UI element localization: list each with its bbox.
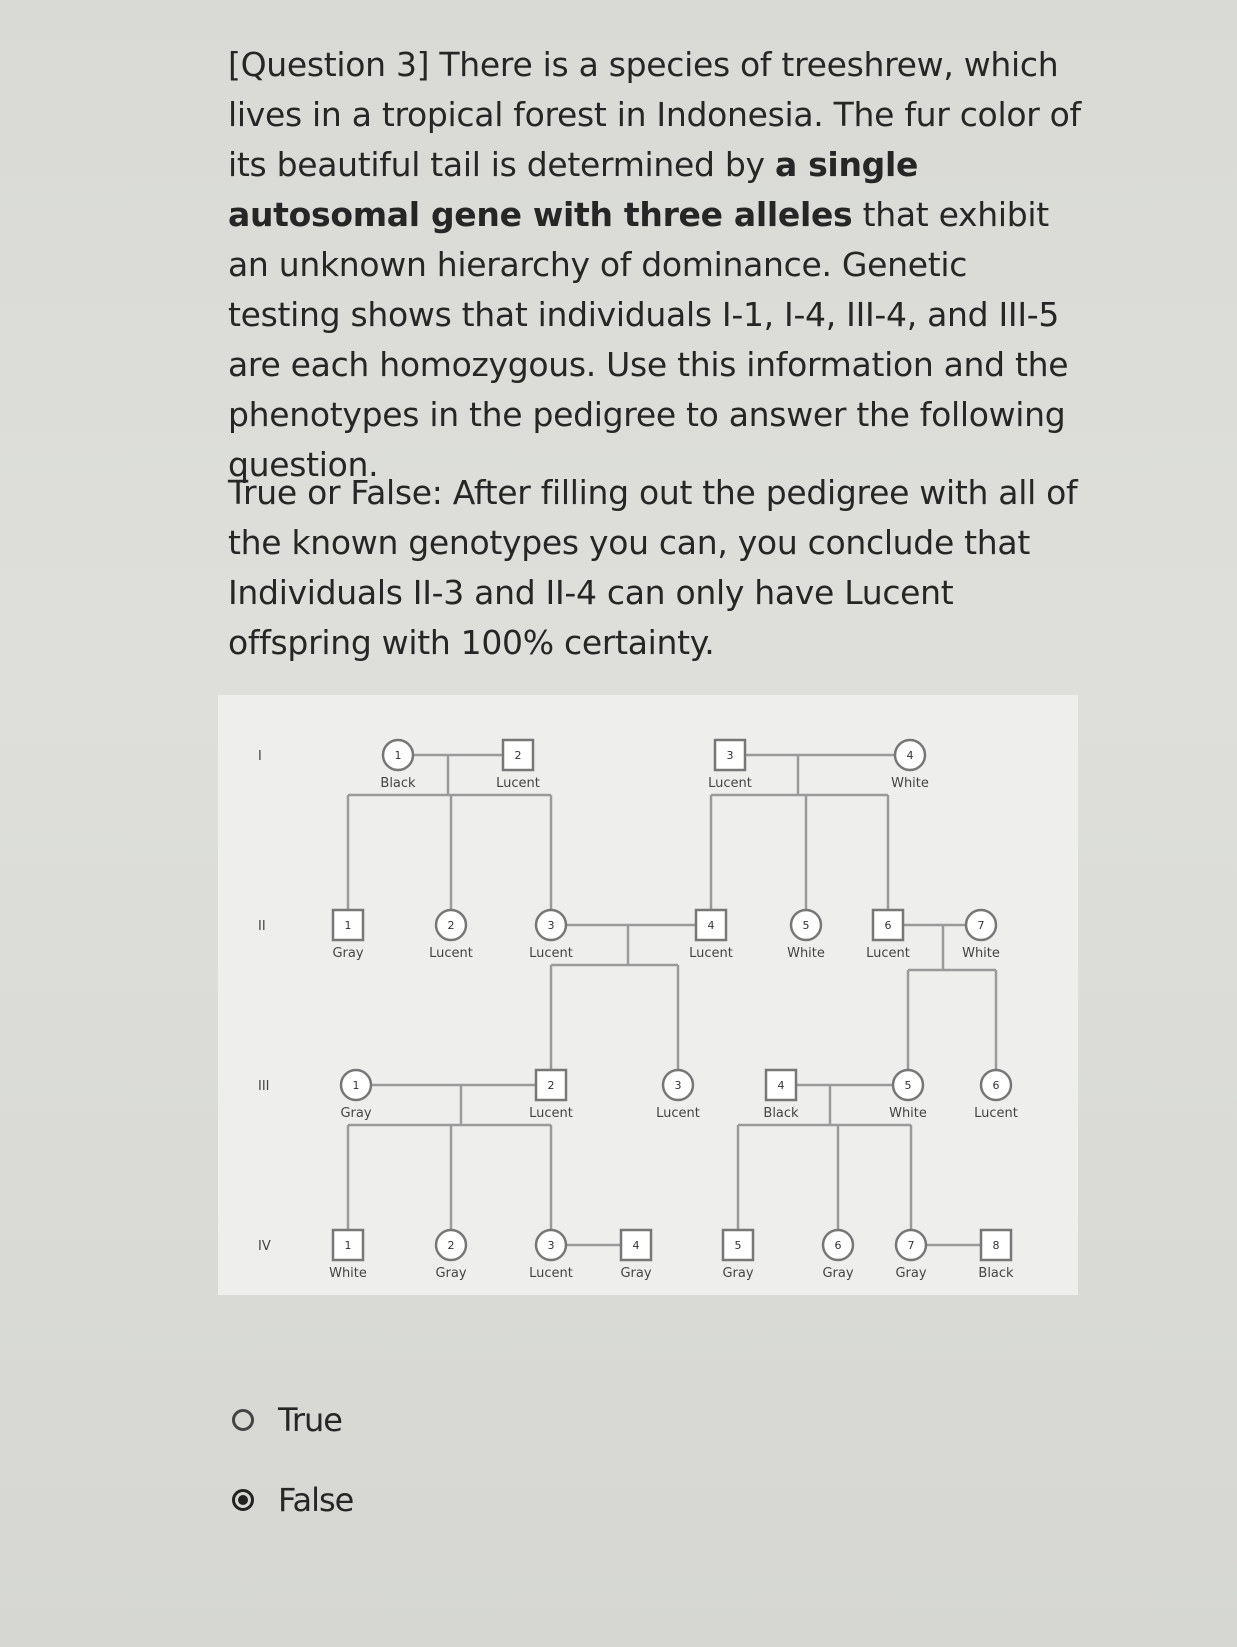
individual-number: 1	[352, 1079, 360, 1092]
phenotype-label: Lucent	[496, 776, 540, 791]
individual-number: 6	[992, 1079, 1000, 1092]
phenotype-label: Gray	[435, 1266, 467, 1281]
phenotype-label: White	[891, 776, 929, 791]
individual-number: 6	[884, 919, 892, 932]
phenotype-label: Lucent	[689, 946, 733, 961]
individual-number: 5	[802, 919, 810, 932]
generation-label-II: II	[258, 919, 266, 934]
individual-number: 1	[394, 749, 402, 762]
option-false-label: False	[278, 1481, 354, 1519]
phenotype-label: White	[787, 946, 825, 961]
individual-number: 5	[734, 1239, 742, 1252]
individual-number: 2	[547, 1079, 555, 1092]
individual-number: 4	[906, 749, 914, 762]
phenotype-label: Lucent	[974, 1106, 1018, 1121]
individual-number: 3	[674, 1079, 682, 1092]
individual-number: 2	[447, 1239, 455, 1252]
individual-number: 3	[726, 749, 734, 762]
phenotype-label: Lucent	[529, 1266, 573, 1281]
generation-label-III: III	[258, 1079, 270, 1094]
phenotype-label: Gray	[332, 946, 364, 961]
option-true-label: True	[278, 1401, 342, 1439]
bold-phrase: a single autosomal gene with three alleles	[228, 145, 919, 234]
option-false[interactable]	[232, 1470, 353, 1530]
individual-number: 4	[632, 1239, 640, 1252]
generation-label-IV: IV	[258, 1239, 271, 1254]
phenotype-label: Gray	[620, 1266, 652, 1281]
phenotype-label: Gray	[340, 1106, 372, 1121]
phenotype-label: Gray	[722, 1266, 754, 1281]
individual-number: 6	[834, 1239, 842, 1252]
phenotype-label: Lucent	[529, 946, 573, 961]
option-true[interactable]	[232, 1390, 353, 1450]
phenotype-label: Lucent	[656, 1106, 700, 1121]
phenotype-label: White	[329, 1266, 367, 1281]
phenotype-label: Lucent	[708, 776, 752, 791]
individual-number: 7	[907, 1239, 915, 1252]
phenotype-label: Black	[978, 1266, 1014, 1281]
phenotype-label: Gray	[895, 1266, 927, 1281]
phenotype-label: Black	[380, 776, 416, 791]
individual-number: 3	[547, 1239, 555, 1252]
pedigree-chart	[218, 695, 1078, 1295]
radio-true[interactable]	[232, 1409, 254, 1431]
phenotype-label: Lucent	[429, 946, 473, 961]
individual-number: 8	[992, 1239, 1000, 1252]
phenotype-label: White	[889, 1106, 927, 1121]
generation-label-I: I	[258, 749, 262, 764]
individual-number: 2	[514, 749, 522, 762]
radio-false[interactable]	[232, 1489, 254, 1511]
pedigree-svg	[218, 695, 1078, 1295]
individual-number: 2	[447, 919, 455, 932]
individual-number: 3	[547, 919, 555, 932]
true-false-prompt: True or False: After filling out the pedigree with all of the known genotypes you can, you conclude that Individuals II-3 and II-4 can only have Lucent offspring with 100% certainty.	[228, 473, 1078, 662]
question-text: [Question 3] There is a species of treeshrew, which lives in a tropical forest in Indonesia. The fur color of its beautiful tail is determined by a single autosomal gene with three alleles that exhibit an unknown hierarchy of dominance. Genetic testing shows that individuals I-1, I-4, III-4, and III-5 are each homozygous. Use this information and the phenotypes in the pedigree to answer the following question.	[228, 45, 1081, 484]
individual-number: 4	[777, 1079, 785, 1092]
phenotype-label: Gray	[822, 1266, 854, 1281]
phenotype-label: Black	[763, 1106, 799, 1121]
individual-number: 4	[707, 919, 715, 932]
individual-number: 5	[904, 1079, 912, 1092]
phenotype-label: Lucent	[529, 1106, 573, 1121]
individual-number: 7	[977, 919, 985, 932]
individual-number: 1	[344, 919, 352, 932]
individual-number: 1	[344, 1239, 352, 1252]
answer-options	[232, 1390, 353, 1550]
phenotype-label: Lucent	[866, 946, 910, 961]
phenotype-label: White	[962, 946, 1000, 961]
